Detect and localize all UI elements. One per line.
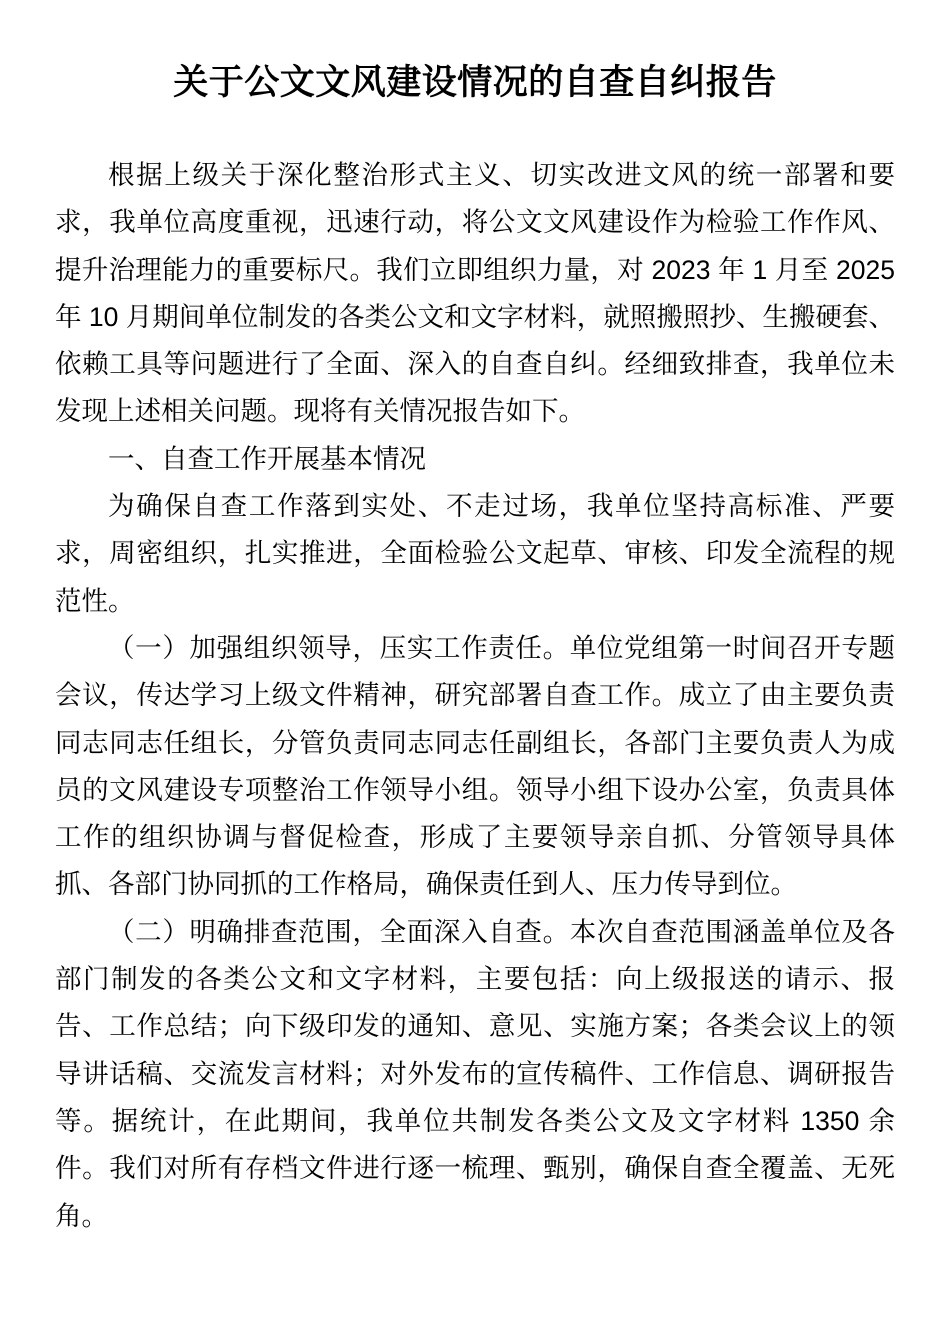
title-spacer (55, 104, 895, 152)
section-heading-1: 一、自查工作开展基本情况 (108, 443, 426, 474)
page-title: 关于公文文风建设情况的自查自纠报告 (173, 63, 777, 102)
paragraph-block-section-1-item-2 (55, 909, 895, 1240)
paragraph-block-intro (55, 152, 895, 436)
paragraph-section-1-item-2: （二）明确排查范围，全面深入自查。本次自查范围涵盖单位及各部门制发的各类公文和文字材料，主要包括：向上级报送的请示、报告、工作总结；向下级印发的通知、意见、实施方案；各类会议上的领导讲话稿、交流发言材料；对外发布的宣传稿件、工作信息、调研报告等。据统计，在此期间，我单位共制发各类公文及文字材料 1350 余件。我们对所有存档文件进行逐一梳理、甄别，确保自查全覆盖、无死角。 (55, 916, 895, 1231)
document-body (55, 0, 895, 1240)
heading-block-section-1 (55, 436, 895, 483)
paragraph-intro: 根据上级关于深化整治形式主义、切实改进文风的统一部署和要求，我单位高度重视，迅速行动，将公文文风建设作为检验工作作风、提升治理能力的重要标尺。我们立即组织力量，对 2023 年 1 月至 2025 年 10 月期间单位制发的各类公文和文字材料，就照搬照抄、生搬硬套、依赖工具等问题进行了全面、深入的自查自纠。经细致排查，我单位未发现上述相关问题。现将有关情况报告如下。 (55, 160, 895, 427)
paragraph-block-section-1-lead (55, 483, 895, 625)
paragraph-section-1-item-1: （一）加强组织领导，压实工作责任。单位党组第一时间召开专题会议，传达学习上级文件精神，研究部署自查工作。成立了由主要负责同志同志任组长，分管负责同志同志任副组长，各部门主要负责人为成员的文风建设专项整治工作领导小组。领导小组下设办公室，负责具体工作的组织协调与督促检查，形成了主要领导亲自抓、分管领导具体抓、各部门协同抓的工作格局，确保责任到人、压力传导到位。 (55, 632, 895, 900)
paragraph-block-section-1-item-1 (55, 625, 895, 909)
paragraph-section-1-lead: 为确保自查工作落到实处、不走过场，我单位坚持高标准、严要求，周密组织，扎实推进，全面检验公文起草、审核、印发全流程的规范性。 (55, 491, 895, 616)
